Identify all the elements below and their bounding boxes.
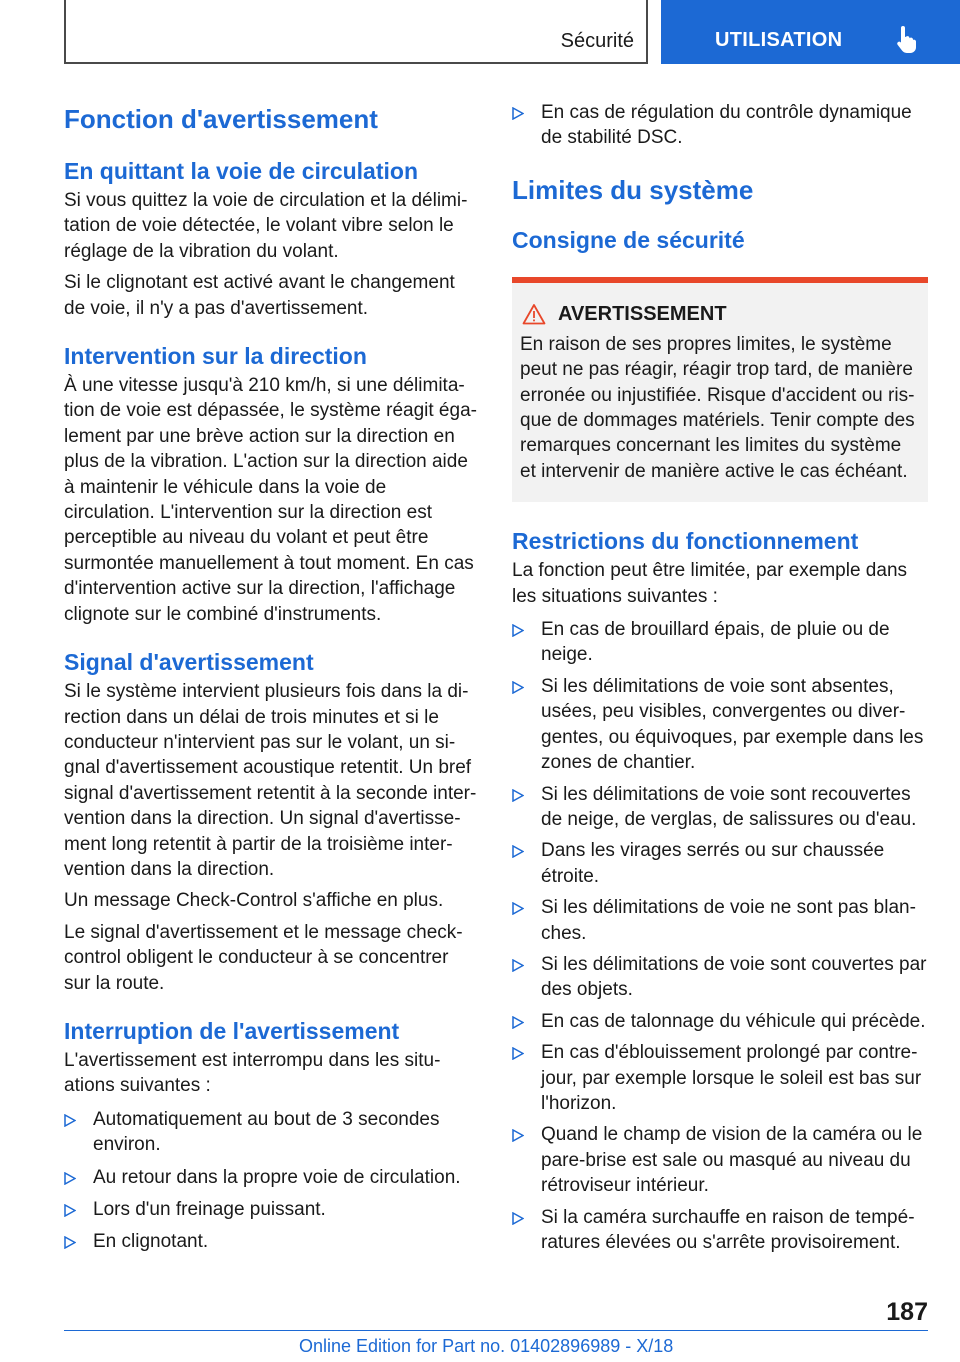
header-section-box [64,0,648,64]
triangle-right-icon [64,1204,76,1217]
list-item [512,895,928,946]
triangle-right-icon [512,624,524,637]
paragraph-restrictions-intro: La fonction peut être limitée, par exemple dans les situations suivantes : [512,560,908,607]
list-item-text: Lors d'un freinage puissant. [93,1199,326,1220]
list-item-text: En clignotant. [93,1231,209,1253]
triangle-right-icon [64,1114,76,1127]
warning-title: AVERTISSEMENT [558,302,727,325]
heading-warning-function: Fonction d'avertissement [64,104,378,134]
list-item [64,1107,480,1158]
triangle-right-icon [512,1129,524,1142]
paragraph-warning-signal-3: Le signal d'avertissement et le message check-control obligent le conducteur à se concentrer sur la route. [64,921,463,994]
list-interruption [64,1107,480,1255]
list-item-text: Si les délimitations de voie sont absentes, usées, peu visibles, convergentes ou divergentes, ou équivoques, par exemple dans les zones de chantier. [541,675,924,774]
hand-pointer-icon [895,26,917,54]
list-item [64,1197,480,1222]
right-column [512,100,928,1255]
paragraph-warning-interruption: L'avertissement est interrompu dans les situations suivantes : [64,1049,441,1097]
list-item-text: Quand le champ de vision de la caméra ou le pare-brise est sale ou masqué au niveau du rétroviseur intérieur. [541,1124,923,1197]
paragraph-leaving-lane-2: Si le clignotant est activé avant le changement de voie, il n'y a pas d'avertissement. [64,272,455,319]
triangle-right-icon [512,902,524,915]
list-item-text: Automatiquement au bout de 3 secondes environ. [93,1108,440,1156]
triangle-right-icon [64,1236,76,1249]
warning-text: En raison de ses propres limites, le système peut ne pas réagir, réagir trop tard, de manière erronée ou injustifiée. Risque d'accident ou risque de dommages matériels. Tenir compte des remarques concernant les limites du système et intervenir de manière active le cas échéant. [520,333,915,482]
list-item-text: En cas de régulation du contrôle dynamique de stabilité DSC. [541,102,912,149]
header-chapter-title: UTILISATION [715,29,843,51]
paragraph-leaving-lane-1: Si vous quittez la voie de circulation et la délimitation de voie détectée, le volant vibre selon le réglage de la vibration du volant. [64,190,468,262]
list-item-text: Si la caméra surchauffe en raison de températures élevées ou s'arrête provisoirement. [541,1206,915,1253]
triangle-right-icon [512,681,524,694]
left-column [64,100,480,1255]
paragraph-warning-signal-1: Si le système intervient plusieurs fois dans la direction dans un délai de trois minutes et si le conducteur n'intervient pas sur le volant, un signal d'avertissement acoustique retentit. Un bref signal d'avertissement retentit à la seconde intervention dans la direction. Un signal d'avertissement long retentit à partir de la troisième intervention dans la direction. [64,681,477,880]
list-item-text: Si les délimitations de voie sont couvertes par des objets. [541,953,927,1001]
list-item-text: En cas de brouillard épais, de pluie ou de neige. [541,619,890,666]
list-item [512,100,928,151]
heading-warning-interruption: Interruption de l'avertissement [64,1017,400,1044]
heading-warning-signal: Signal d'avertissement [64,649,314,676]
triangle-right-icon [512,1047,524,1060]
triangle-right-icon [64,1172,76,1185]
list-item-text: Au retour dans la propre voie de circulation. [93,1166,461,1188]
list-item [512,782,928,833]
list-restrictions [512,617,928,1255]
heading-leaving-lane: En quittant la voie de circulation [64,158,418,184]
list-item [512,838,928,889]
header-chapter-tab[interactable] [661,0,960,64]
heading-steering-intervention: Intervention sur la direction [64,343,367,370]
triangle-right-icon [512,845,524,858]
triangle-right-icon [512,107,524,120]
page-number: 187 [886,1298,928,1326]
heading-system-limits: Limites du système [512,174,754,205]
footer-divider [64,1330,928,1331]
list-item [64,1229,480,1254]
heading-safety-note: Consigne de sécurité [512,226,745,253]
list-item-text: Dans les virages serrés ou sur chaussée étroite. [541,840,885,887]
list-item [512,674,928,776]
header-section-title: Sécurité [560,30,634,52]
list-item [512,952,928,1003]
heading-function-restrictions: Restrictions du fonctionnement [512,528,859,555]
list-item [512,617,928,668]
list-continued [512,100,928,151]
paragraph-steering-intervention: À une vitesse jusqu'à 210 km/h, si une délimitation de voie est dépassée, le système réagit également par une brève action sur la direction en plus de la vibration. L'action sur la direction aide à maintenir le véhicule dans la voie de circulation. L'intervention sur la direction est perceptible au niveau du volant et peut être surmontée manuellement à tout moment. En cas d'intervention active sur la direction, l'affichage clignote sur le combiné d'instruments. [64,375,477,625]
list-item-text: Si les délimitations de voie ne sont pas blanches. [541,897,916,944]
list-item-text: En cas de talonnage du véhicule qui précède. [541,1010,926,1032]
triangle-right-icon [512,1016,524,1029]
list-item-text: En cas d'éblouissement prolongé par contre-jour, par exemple lorsque le soleil est bas sur l'horizon. [541,1042,922,1114]
warning-triangle-icon [522,303,546,325]
paragraph-warning-signal-2: Un message Check-Control s'affiche en plus. [64,890,444,912]
list-item [512,1205,928,1256]
footer-edition: Online Edition for Part no. 01402896989 - X/18 [299,1336,674,1356]
list-item [512,1122,928,1198]
warning-box [512,277,928,502]
list-item [512,1009,928,1034]
list-item [64,1165,480,1190]
triangle-right-icon [512,1212,524,1225]
triangle-right-icon [512,959,524,972]
list-item-text: Si les délimitations de voie sont recouvertes de neige, de verglas, de salissures ou d'eau. [541,783,917,830]
triangle-right-icon [512,789,524,802]
list-item [512,1040,928,1116]
